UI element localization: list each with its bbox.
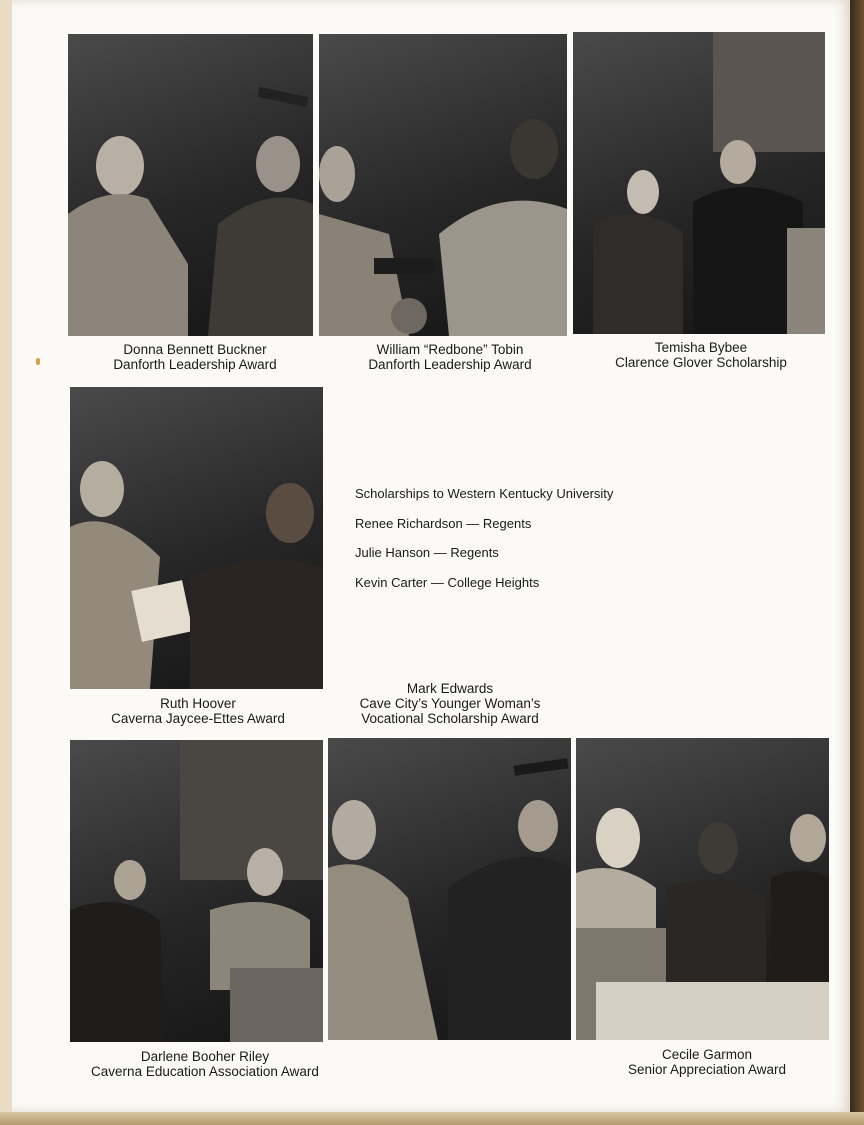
caption-name: Cecile Garmon <box>661 1047 753 1062</box>
caption-award: Senior Appreciation Award <box>627 1062 787 1077</box>
list-item: Julie Hanson — Regents <box>355 545 499 560</box>
caption-award-line2: Vocational Scholarship Award <box>361 711 539 726</box>
caption-name: William “Redbone” Tobin <box>376 342 524 357</box>
caption-name: Temisha Bybee <box>654 340 748 355</box>
caption-name: Donna Bennett Buckner <box>123 342 267 357</box>
caption-edwards <box>330 681 570 726</box>
caption-award: Danforth Leadership Award <box>113 357 277 372</box>
caption-name: Mark Edwards <box>406 681 494 696</box>
photo-buckner <box>68 34 313 336</box>
page-bottom-edge <box>0 1112 864 1125</box>
page-binding-edge <box>850 0 864 1125</box>
caption-name: Ruth Hoover <box>160 696 236 711</box>
caption-buckner <box>68 342 322 372</box>
caption-award-line1: Cave City’s Younger Woman’s <box>359 696 541 711</box>
paper-mark <box>36 358 40 365</box>
caption-award: Danforth Leadership Award <box>368 357 532 372</box>
scholarship-heading: Scholarships to Western Kentucky University <box>355 486 614 501</box>
photo-garmon <box>576 738 829 1040</box>
photo-hoover <box>70 387 323 689</box>
caption-award: Caverna Education Association Award <box>91 1064 319 1079</box>
caption-tobin <box>319 342 581 372</box>
caption-name: Darlene Booher Riley <box>140 1049 270 1064</box>
photo-tobin <box>319 34 567 336</box>
photo-edwards <box>328 738 571 1040</box>
caption-award: Clarence Glover Scholarship <box>615 355 787 370</box>
list-item: Kevin Carter — College Heights <box>355 574 540 590</box>
scholarship-list <box>355 486 613 604</box>
caption-hoover <box>70 696 326 726</box>
caption-award: Caverna Jaycee-Ettes Award <box>111 711 285 726</box>
caption-riley <box>70 1049 340 1079</box>
caption-bybee <box>573 340 829 370</box>
caption-garmon <box>576 1047 838 1077</box>
list-item: Renee Richardson — Regents <box>355 515 532 531</box>
photo-riley <box>70 740 323 1042</box>
photo-bybee <box>573 32 825 334</box>
